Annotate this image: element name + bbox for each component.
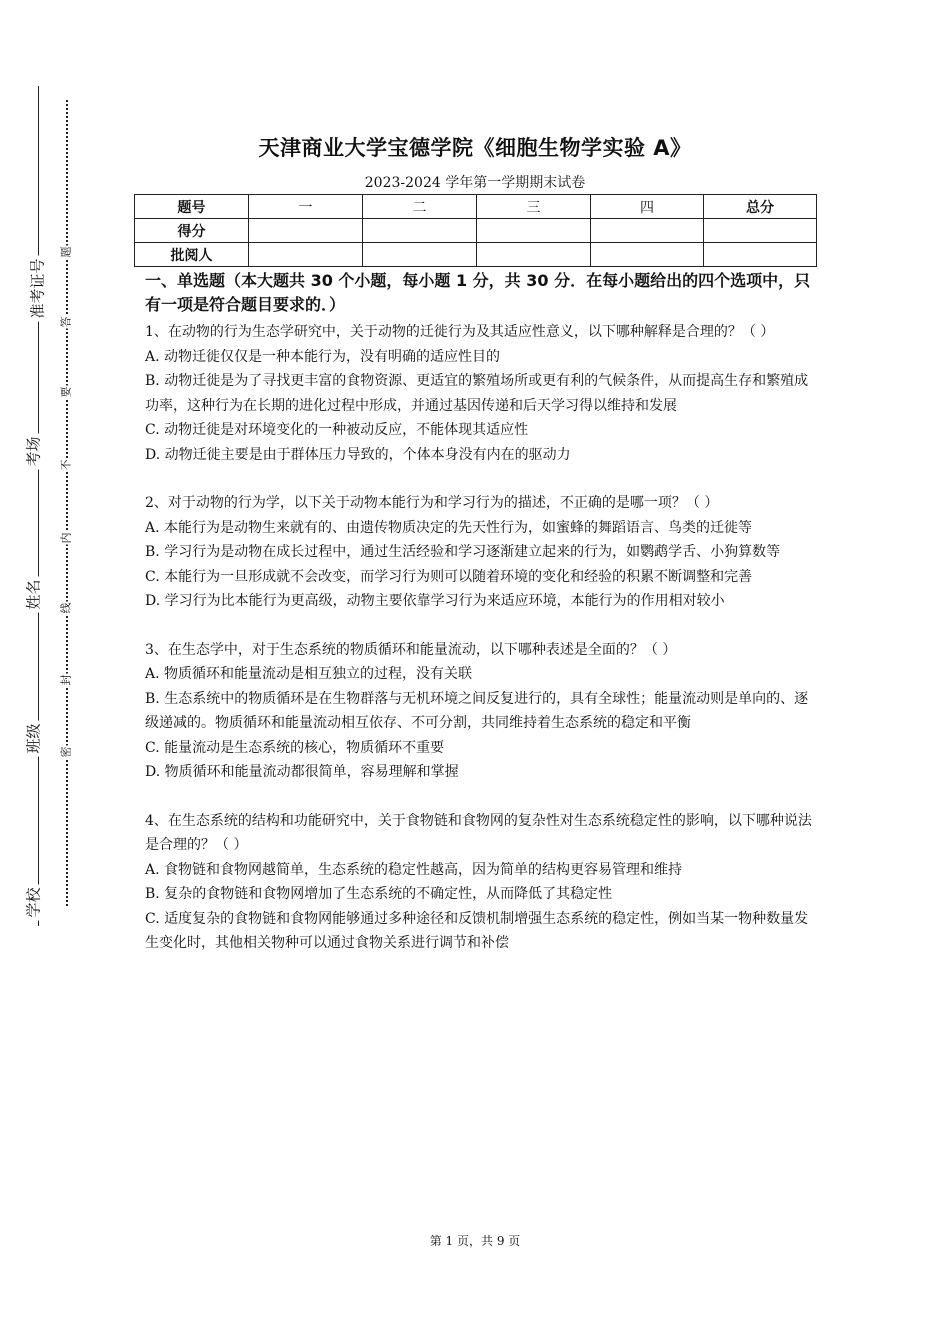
seal-char: 答	[59, 316, 73, 328]
option-c: C. 本能行为一旦形成就不会改变，而学习行为则可以随着环境的变化和经验的积累不断调整和完善	[145, 568, 753, 585]
header-cell: 二	[363, 195, 477, 219]
option-b: B. 复杂的食物链和食物网增加了生态系统的不确定性，从而降低了其稳定性	[145, 886, 613, 902]
reviewer-cell[interactable]	[477, 243, 591, 267]
question-stem: 4、在生态系统的结构和功能研究中，关于食物链和食物网的复杂性对生态系统稳定性的影响，以下哪种说法是合理的？（ ）	[145, 812, 812, 853]
score-cell[interactable]	[704, 219, 817, 243]
reviewer-row	[135, 243, 817, 267]
reviewer-cell[interactable]	[249, 243, 363, 267]
option-c: C. 能量流动是生态系统的核心，物质循环不重要	[145, 739, 445, 756]
row-label: 得分	[135, 219, 249, 243]
class-label: 班级	[23, 720, 44, 756]
seal-char: 线	[59, 602, 73, 614]
exam-room-label: 考场	[23, 433, 44, 469]
seal-char: 题	[59, 246, 73, 258]
score-table-header-row	[135, 195, 817, 219]
header-cell: 总分	[704, 195, 817, 219]
name-label: 姓名	[23, 576, 44, 612]
option-b: B. 生态系统中的物质循环是在生物群落与无机环境之间反复进行的，具有全球性；能量流动则是单向的、逐级递减的。物质循环和能量流动相互依存、不可分割，共同维持着生态系统的稳定和平衡	[145, 690, 809, 731]
question-stem: 3、在生态学中，对于生态系统的物质循环和能量流动，以下哪种表述是全面的？（ ）	[145, 641, 677, 658]
header-cell: 三	[477, 195, 591, 219]
question	[145, 638, 815, 785]
question-stem: 1、在动物的行为生态学研究中，关于动物的迁徙行为及其适应性意义，以下哪种解释是合理的？（ ）	[145, 324, 775, 340]
option-a: A. 本能行为是动物生来就有的、由遗传物质决定的先天性行为，如蜜蜂的舞蹈语言、鸟类的迁徙等	[145, 519, 753, 536]
option-d: D. 学习行为比本能行为更高级，动物主要依靠学习行为来适应环境，本能行为的作用相对较小	[145, 593, 725, 609]
seal-char: 内	[59, 532, 73, 544]
fill-in-line	[38, 86, 39, 926]
exam-title: 天津商业大学宝德学院《细胞生物学实验 A》	[258, 136, 692, 160]
option-c: C. 动物迁徙是对环境变化的一种被动反应，不能体现其适应性	[145, 422, 529, 438]
binding-margin	[0, 0, 110, 1344]
seal-char: 密	[59, 746, 73, 758]
header-cell: 四	[591, 195, 704, 219]
option-a: A. 物质循环和能量流动是相互独立的过程，没有关联	[145, 666, 473, 682]
page-footer: 第 1 页，共 9 页	[429, 1234, 521, 1248]
option-b: B. 学习行为是动物在成长过程中，通过生活经验和学习逐渐建立起来的行为，如鹦鹉学舌、小狗算数等	[145, 544, 781, 560]
question	[145, 491, 815, 614]
header-cell: 题号	[135, 195, 249, 219]
score-table	[134, 194, 817, 267]
header-cell: 一	[249, 195, 363, 219]
reviewer-cell[interactable]	[363, 243, 477, 267]
option-b: B. 动物迁徙是为了寻找更丰富的食物资源、更适宜的繁殖场所或更有利的气候条件，从而提高生存和繁殖成功率，这种行为在长期的进化过程中形成，并通过基因传递和后天学习得以维持和发展	[145, 373, 809, 414]
exam-subtitle: 2023-2024 学年第一学期期末试卷	[364, 175, 586, 191]
reviewer-cell[interactable]	[591, 243, 704, 267]
section-heading: 一、单选题（本大题共 30 个小题，每小题 1 分，共 30 分．在每小题给出的四个选项中，只有一项是符合题目要求的．）	[145, 271, 811, 314]
option-c: C. 适度复杂的食物链和食物网能够通过多种途径和反馈机制增强生态系统的稳定性，例如当某一物种数量发生变化时，其他相关物种可以通过食物关系进行调节和补偿	[145, 910, 809, 951]
school-label: 学校	[23, 884, 44, 920]
option-a: A. 食物链和食物网越简单，生态系统的稳定性越高，因为简单的结构更容易管理和维持	[145, 861, 683, 878]
option-d: D. 动物迁徙主要是由于群体压力导致的，个体本身没有内在的驱动力	[145, 446, 571, 463]
seal-char: 要	[59, 386, 73, 398]
row-label: 批阅人	[135, 243, 249, 267]
question	[145, 320, 815, 467]
score-row	[135, 219, 817, 243]
reviewer-cell[interactable]	[704, 243, 817, 267]
option-d: D. 物质循环和能量流动都很简单，容易理解和掌握	[145, 764, 459, 780]
score-cell[interactable]	[249, 219, 363, 243]
score-cell[interactable]	[591, 219, 704, 243]
score-cell[interactable]	[477, 219, 591, 243]
question	[145, 809, 815, 956]
seal-char: 不	[59, 459, 73, 471]
score-cell[interactable]	[363, 219, 477, 243]
seal-dotted-line	[66, 100, 68, 906]
exam-id-label: 准考证号	[27, 255, 48, 321]
exam-content	[145, 269, 815, 980]
question-stem: 2、对于动物的行为学，以下关于动物本能行为和学习行为的描述，不正确的是哪一项？（ ）	[145, 495, 719, 511]
option-a: A. 动物迁徙仅仅是一种本能行为，没有明确的适应性目的	[145, 348, 501, 365]
seal-char: 封	[59, 674, 73, 686]
